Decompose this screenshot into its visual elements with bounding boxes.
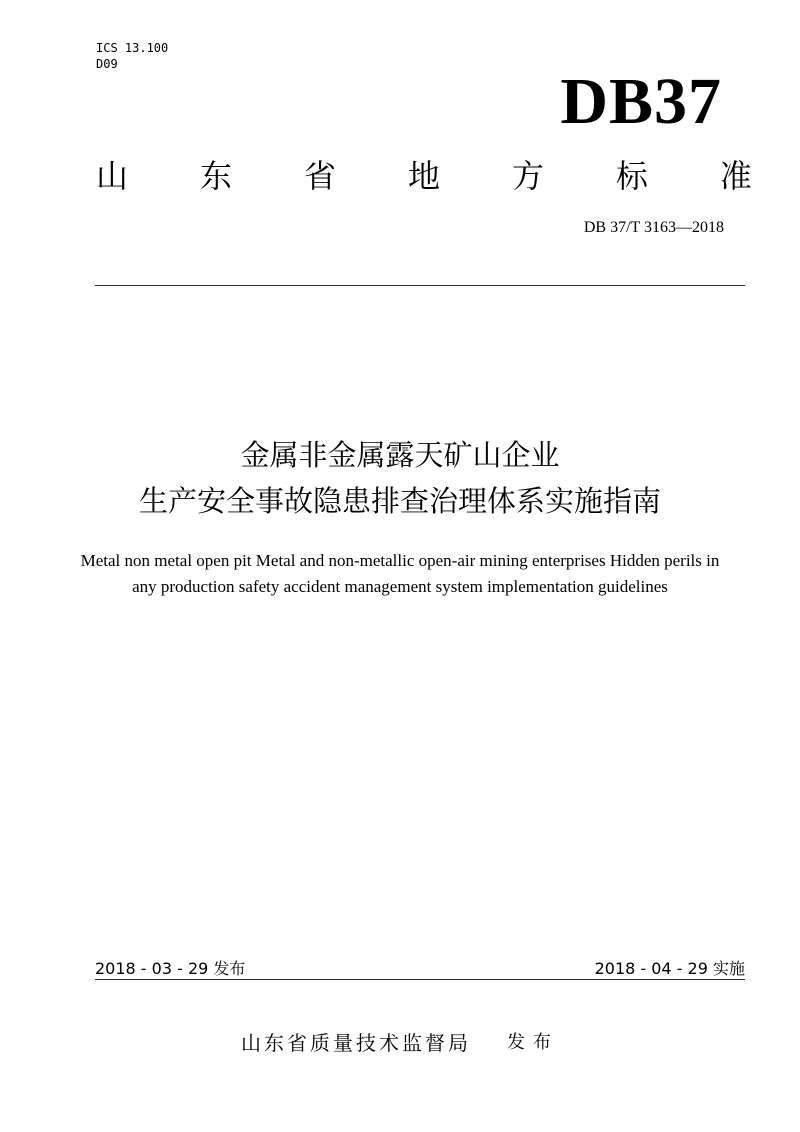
standard-type-char: 东 (199, 157, 232, 195)
bottom-divider (95, 979, 745, 980)
ics-block (96, 40, 168, 72)
top-divider (95, 285, 745, 286)
publisher-name: 山东省质量技术监督局 (241, 1031, 471, 1055)
standard-type-char: 准 (719, 157, 752, 195)
classification-code: D09 (96, 57, 118, 71)
publisher-action: 发布 (507, 1032, 559, 1053)
standard-type-char: 山 (96, 157, 129, 195)
chinese-title-line-2: 生产安全事故隐患排查治理体系实施指南 (138, 484, 661, 518)
standard-type-title (96, 152, 752, 200)
publisher-line (0, 1028, 800, 1058)
standard-type-char: 标 (615, 157, 648, 195)
release-date: 2018 - 03 - 29 发布 (95, 959, 246, 978)
implementation-date: 2018 - 04 - 29 实施 (594, 959, 745, 978)
date-row (95, 957, 745, 981)
standard-type-char: 地 (407, 157, 440, 195)
standard-type-char: 方 (511, 157, 544, 195)
chinese-title-line-1: 金属非金属露天矿山企业 (240, 438, 560, 472)
standard-code-logo: DB37 (560, 65, 722, 138)
ics-code: ICS 13.100 (96, 41, 169, 55)
standard-type-char: 省 (303, 157, 336, 195)
english-title: Metal non metal open pit Metal and non-metallic open-air mining enterprises Hidden perils in any production safety accident management system implementation guidelines (80, 551, 720, 596)
chinese-title (0, 432, 800, 524)
standard-number: DB 37/T 3163—2018 (583, 219, 724, 236)
